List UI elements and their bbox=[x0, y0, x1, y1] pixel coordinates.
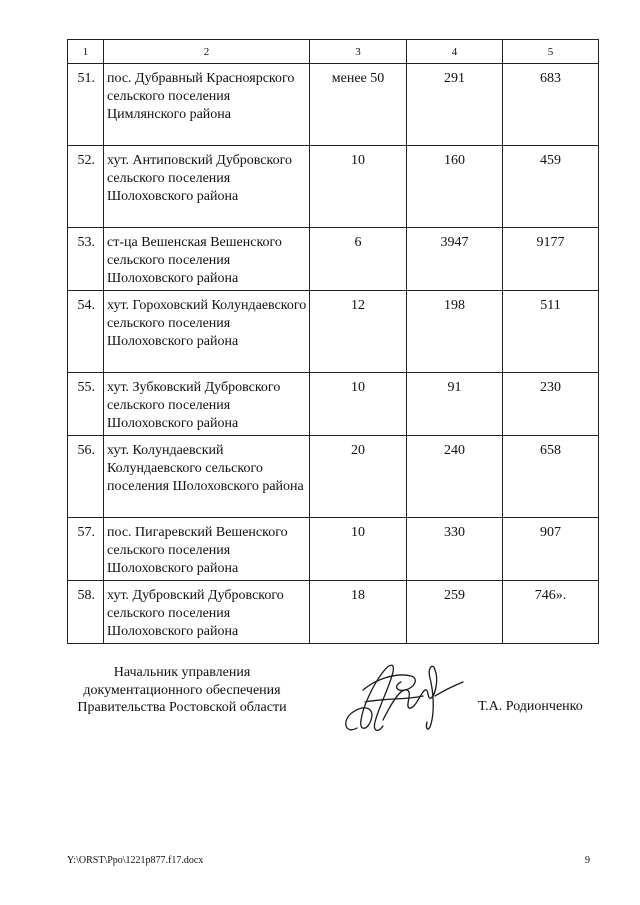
value-col3: 10 bbox=[310, 518, 407, 581]
footer-file-path: Y:\ORST\Ppo\1221p877.f17.docx bbox=[67, 855, 204, 866]
row-number: 56. bbox=[68, 436, 104, 518]
row-number: 57. bbox=[68, 518, 104, 581]
header-cell-2: 2 bbox=[104, 40, 310, 64]
settlement-name: хут. Гороховский Колундаевского сельского поселения Шолоховского района bbox=[104, 291, 310, 373]
value-col5: 9177 bbox=[503, 228, 599, 291]
settlement-name: хут. Дубровский Дубровского сельского поселения Шолоховского района bbox=[104, 581, 310, 644]
page-number: 9 bbox=[585, 855, 590, 866]
settlement-name: пос. Дубравный Красноярского сельского поселения Цимлянского района bbox=[104, 64, 310, 146]
table-row bbox=[68, 291, 599, 373]
header-cell-5: 5 bbox=[503, 40, 599, 64]
signatory-title-line: Правительства Ростовской области bbox=[77, 700, 287, 715]
signatory-name: Т.А. Родионченко bbox=[478, 699, 583, 714]
row-number: 55. bbox=[68, 373, 104, 436]
handwritten-signature bbox=[335, 650, 475, 745]
value-col3: 20 bbox=[310, 436, 407, 518]
settlement-name: пос. Пигаревский Вешенского сельского поселения Шолоховского района bbox=[104, 518, 310, 581]
settlement-name: ст-ца Вешенская Вешенского сельского поселения Шолоховского района bbox=[104, 228, 310, 291]
value-col3: 12 bbox=[310, 291, 407, 373]
value-col3: менее 50 bbox=[310, 64, 407, 146]
value-col5: 683 bbox=[503, 64, 599, 146]
table-row bbox=[68, 518, 599, 581]
table-row bbox=[68, 228, 599, 291]
row-number: 53. bbox=[68, 228, 104, 291]
value-col5: 230 bbox=[503, 373, 599, 436]
value-col4: 259 bbox=[407, 581, 503, 644]
settlement-name: хут. Колундаевский Колундаевского сельского поселения Шолоховского района bbox=[104, 436, 310, 518]
value-col4: 198 bbox=[407, 291, 503, 373]
value-col3: 10 bbox=[310, 373, 407, 436]
settlement-name: хут. Зубковский Дубровского сельского поселения Шолоховского района bbox=[104, 373, 310, 436]
value-col5: 658 bbox=[503, 436, 599, 518]
value-col4: 240 bbox=[407, 436, 503, 518]
header-cell-1: 1 bbox=[68, 40, 104, 64]
value-col5: 511 bbox=[503, 291, 599, 373]
table-header-row bbox=[68, 40, 599, 64]
value-col4: 91 bbox=[407, 373, 503, 436]
value-col3: 6 bbox=[310, 228, 407, 291]
row-number: 51. bbox=[68, 64, 104, 146]
value-col5: 907 bbox=[503, 518, 599, 581]
signatory-title-line: документационного обеспечения bbox=[83, 682, 281, 698]
settlement-name: хут. Антиповский Дубровского сельского поселения Шолоховского района bbox=[104, 146, 310, 228]
data-table bbox=[67, 39, 599, 644]
table-row bbox=[68, 436, 599, 518]
value-col5: 746». bbox=[503, 581, 599, 644]
header-cell-3: 3 bbox=[310, 40, 407, 64]
value-col5: 459 bbox=[503, 146, 599, 228]
row-number: 54. bbox=[68, 291, 104, 373]
row-number: 52. bbox=[68, 146, 104, 228]
signatory-title bbox=[62, 664, 302, 717]
table-row bbox=[68, 581, 599, 644]
row-number: 58. bbox=[68, 581, 104, 644]
value-col4: 160 bbox=[407, 146, 503, 228]
value-col4: 330 bbox=[407, 518, 503, 581]
signatory-title-line: Начальник управления bbox=[113, 665, 251, 680]
value-col3: 18 bbox=[310, 581, 407, 644]
table-row bbox=[68, 146, 599, 228]
value-col4: 3947 bbox=[407, 228, 503, 291]
table-row bbox=[68, 64, 599, 146]
value-col3: 10 bbox=[310, 146, 407, 228]
value-col4: 291 bbox=[407, 64, 503, 146]
table-row bbox=[68, 373, 599, 436]
header-cell-4: 4 bbox=[407, 40, 503, 64]
